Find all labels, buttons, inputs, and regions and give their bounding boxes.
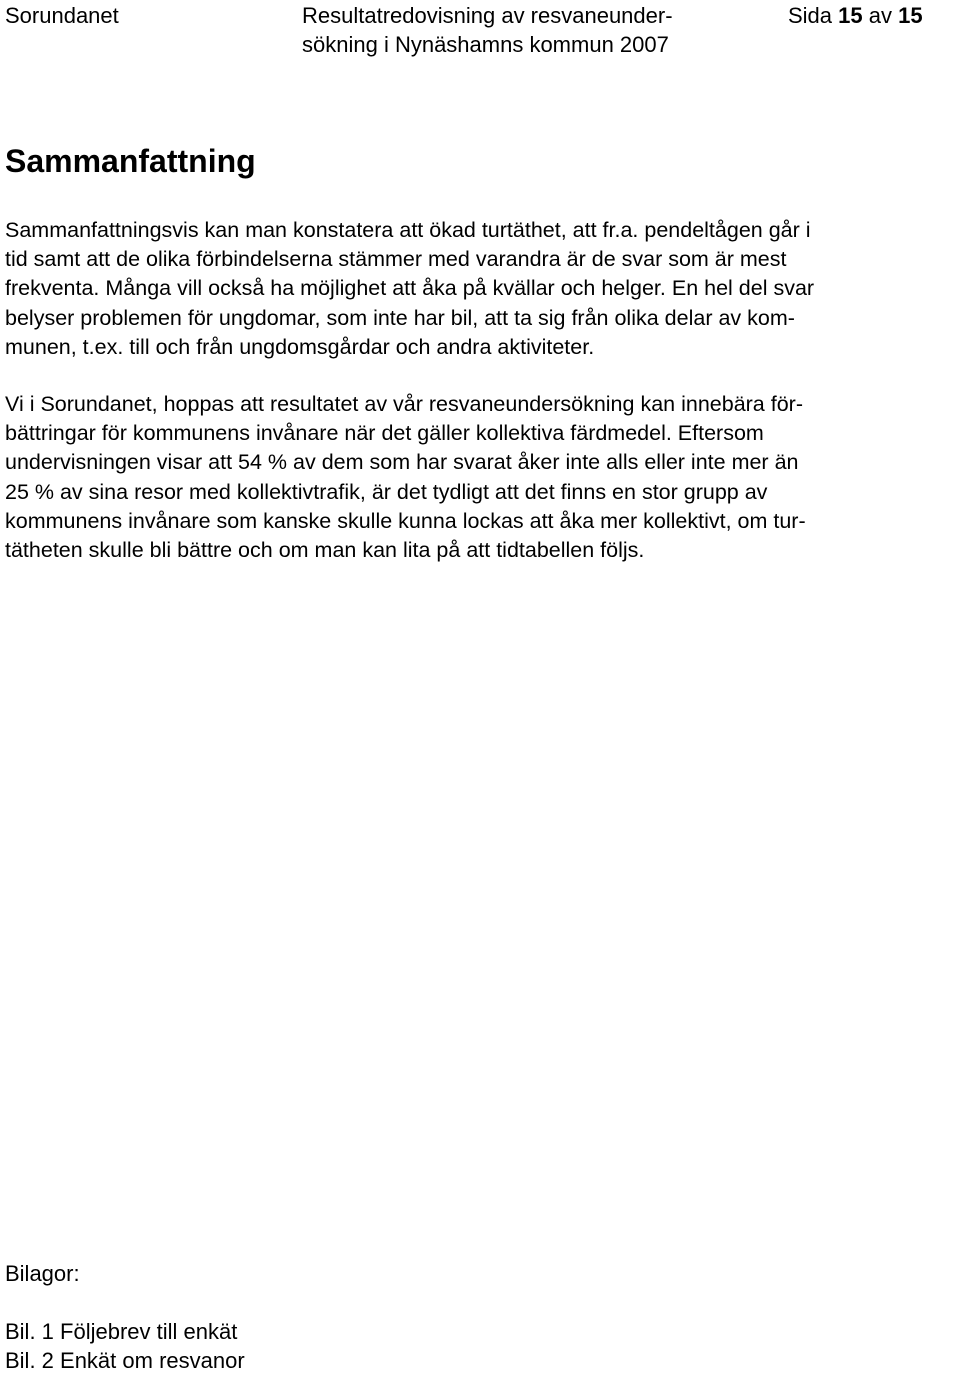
paragraph-line: Sammanfattningsvis kan man konstatera att ökad turtäthet, att fr.a. pendeltågen går i — [5, 218, 811, 242]
header-title-line: Resultatredovisning av resvaneunder- — [302, 3, 673, 28]
attachments-section — [5, 1259, 245, 1375]
paragraph-line: 25 % av sina resor med kollektivtrafik, är det tydligt att det finns en stor grupp av — [5, 479, 768, 504]
page-total: 15 — [898, 3, 923, 28]
section-title: Sammanfattning — [5, 143, 256, 179]
header-document-title — [302, 1, 772, 59]
page-current: 15 — [838, 3, 863, 28]
summary-paragraph — [5, 216, 955, 362]
paragraph-line: belyser problemen för ungdomar, som inte har bil, att ta sig från olika delar av kom- — [5, 305, 795, 330]
page-number — [788, 1, 923, 30]
header-title-line: sökning i Nynäshamns kommun 2007 — [302, 32, 669, 57]
attachments-heading: Bilagor: — [5, 1261, 80, 1286]
conclusion-paragraph — [5, 390, 955, 565]
page-header — [0, 0, 960, 60]
paragraph-line: tätheten skulle bli bättre och om man kan lita på att tidtabellen följs. — [5, 538, 645, 563]
paragraph-line: Vi i Sorundanet, hoppas att resultatet av vår resvaneundersökning kan innebära för- — [5, 392, 803, 416]
page-of-word: av — [868, 3, 893, 28]
paragraph-line: frekventa. Många vill också ha möjlighet att åka på kvällar och helger. En hel del svar — [5, 276, 815, 301]
header-organization: Sorundanet — [5, 3, 119, 28]
attachment-item: Bil. 2 Enkät om resvanor — [5, 1348, 245, 1373]
attachment-item: Bil. 1 Följebrev till enkät — [5, 1319, 238, 1344]
paragraph-line: kommunens invånare som kanske skulle kunna lockas att åka mer kollektivt, om tur- — [5, 508, 806, 533]
page-word: Sida — [788, 3, 833, 28]
paragraph-line: bättringar för kommunens invånare när det gäller kollektiva färdmedel. Eftersom — [5, 421, 764, 446]
paragraph-line: munen, t.ex. till och från ungdomsgårdar och andra aktiviteter. — [5, 334, 595, 359]
paragraph-line: undervisningen visar att 54 % av dem som har svarat åker inte alls eller inte mer än — [5, 450, 799, 475]
paragraph-line: tid samt att de olika förbindelserna stämmer med varandra är de svar som är mest — [5, 247, 787, 272]
